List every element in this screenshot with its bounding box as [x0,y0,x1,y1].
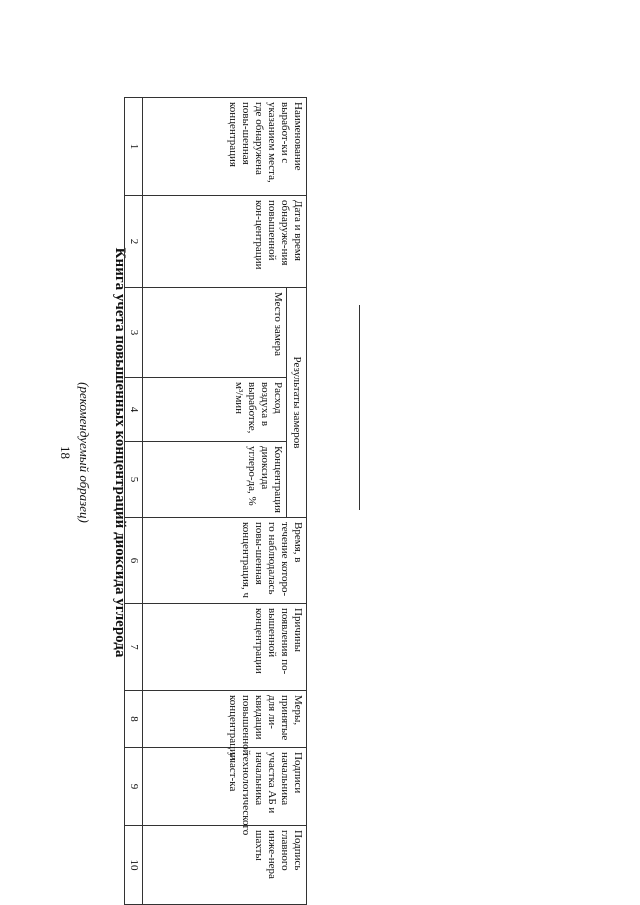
header-cell-3: Место замера [143,288,287,378]
header-cell-8: Меры, принятые для ли-квидации повышенной концентрации [143,691,307,748]
column-number-9: 9 [125,748,143,826]
header-cell-5: Концентрация диоксида углеро-да, % [143,442,287,518]
header-cell-7: Причины появления по-вышенной концентрации [143,604,307,691]
page-number: 18 [58,446,73,459]
recommended-sample-label: (рекомендуемый образец) [77,382,92,523]
header-cell-6: Время, в течение которо-го наблюдалась повы-шенная концентрация, ч [143,518,307,604]
column-number-1: 1 [125,98,143,196]
column-number-10: 10 [125,826,143,905]
column-number-6: 6 [125,518,143,604]
column-number-5: 5 [125,442,143,518]
document-title: Книга учета повышенных концентраций диоксида углерода [112,247,128,658]
co2-log-table [124,97,307,905]
column-number-7: 7 [125,604,143,691]
measurement-results-group-header: Результаты замеров [286,288,306,518]
header-cell-10: Подпись главного инже-нера шахты [143,826,307,905]
column-number-4: 4 [125,378,143,442]
header-cell-2: Дата и время обнаруже-ния повышенной кон-центрации [143,196,307,288]
header-cell-4: Расход воздуха в выработке, м³/мин [143,378,287,442]
header-cell-9: Подписи начальника участка АБ и начальника технологического участ-ка [143,748,307,826]
column-number-2: 2 [125,196,143,288]
signature-line [359,305,360,510]
column-number-8: 8 [125,691,143,748]
header-cell-1: Наименование выработ-ки с указанием места, где обнаружена повы-шенная концентрация [143,98,307,196]
column-number-3: 3 [125,288,143,378]
